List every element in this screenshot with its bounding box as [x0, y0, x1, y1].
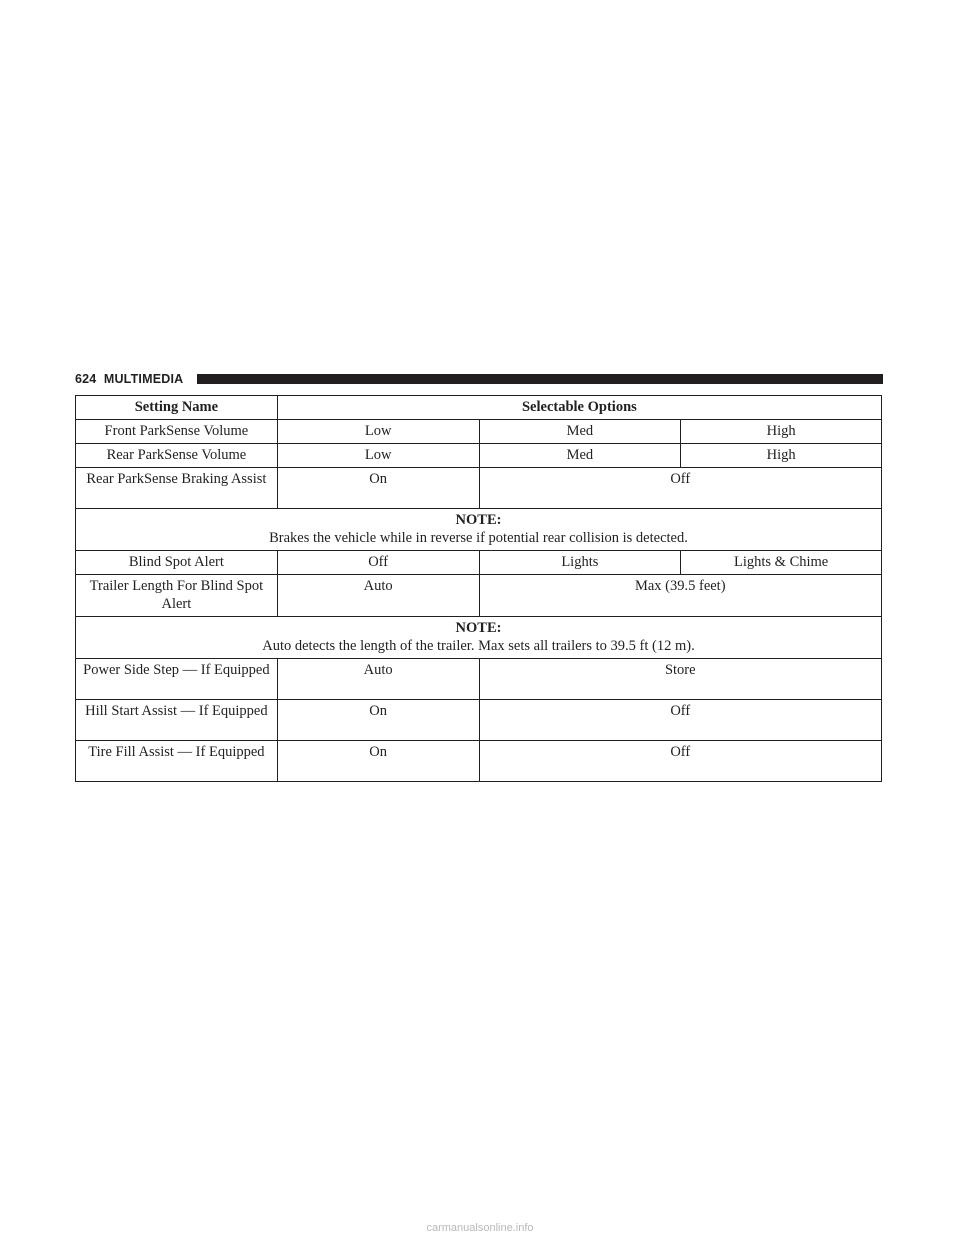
note-row	[76, 617, 882, 659]
option-value: Lights & Chime	[681, 551, 882, 575]
setting-name: Blind Spot Alert	[76, 551, 278, 575]
option-value: High	[681, 444, 882, 468]
option-value: On	[277, 468, 479, 509]
option-value: High	[681, 420, 882, 444]
option-value: Off	[479, 468, 882, 509]
header-rule	[197, 374, 883, 384]
table-row	[76, 551, 882, 575]
option-value: Off	[479, 700, 882, 741]
option-value: Max (39.5 feet)	[479, 575, 882, 617]
page-number: 624	[75, 372, 97, 386]
table-row	[76, 575, 882, 617]
setting-name: Hill Start Assist — If Equipped	[76, 700, 278, 741]
note-cell	[76, 617, 882, 659]
option-value: Auto	[277, 575, 479, 617]
section-title: MULTIMEDIA	[103, 372, 184, 386]
header-setting-name: Setting Name	[76, 396, 278, 420]
note-text: Auto detects the length of the trailer. Max sets all trailers to 39.5 ft (12 m).	[262, 638, 695, 654]
setting-name: Tire Fill Assist — If Equipped	[76, 741, 278, 782]
option-value: Med	[479, 444, 681, 468]
option-value: Low	[277, 420, 479, 444]
table-header-row	[76, 396, 882, 420]
setting-name: Rear ParkSense Braking Assist	[76, 468, 278, 509]
option-value: On	[277, 741, 479, 782]
option-value: Lights	[479, 551, 681, 575]
setting-name: Trailer Length For Blind Spot Alert	[76, 575, 278, 617]
option-value: Auto	[277, 659, 479, 700]
settings-table	[75, 395, 882, 782]
note-label: NOTE:	[455, 512, 502, 528]
table-row	[76, 741, 882, 782]
option-value: Med	[479, 420, 681, 444]
table-row	[76, 700, 882, 741]
table-row	[76, 659, 882, 700]
note-cell	[76, 509, 882, 551]
note-label: NOTE:	[455, 620, 502, 636]
table-row	[76, 444, 882, 468]
option-value: On	[277, 700, 479, 741]
setting-name: Power Side Step — If Equipped	[76, 659, 278, 700]
page-header	[75, 371, 883, 387]
setting-name: Rear ParkSense Volume	[76, 444, 278, 468]
note-row	[76, 509, 882, 551]
setting-name: Front ParkSense Volume	[76, 420, 278, 444]
option-value: Off	[479, 741, 882, 782]
option-value: Store	[479, 659, 882, 700]
table-row	[76, 420, 882, 444]
page-number-section	[75, 371, 183, 387]
watermark: carmanualsonline.info	[426, 1222, 534, 1234]
table-row	[76, 468, 882, 509]
note-text: Brakes the vehicle while in reverse if potential rear collision is detected.	[269, 530, 688, 546]
header-selectable-options: Selectable Options	[277, 396, 881, 420]
option-value: Off	[277, 551, 479, 575]
option-value: Low	[277, 444, 479, 468]
